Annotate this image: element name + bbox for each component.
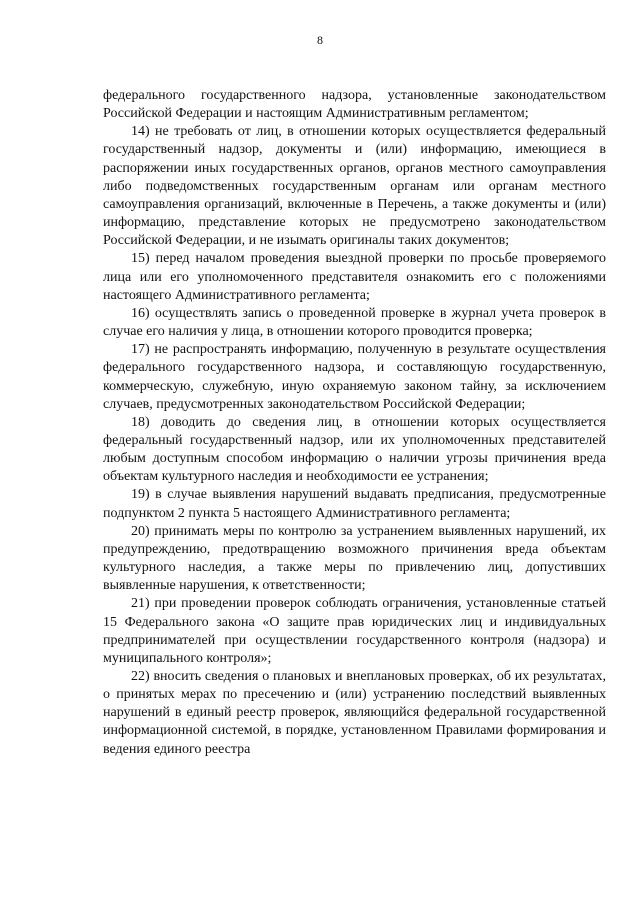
document-body xyxy=(103,87,606,759)
paragraph-item-15: 15) перед началом проведения выездной проверки по просьбе проверяемого лица или его уполномоченного представителя ознакомить его с положениями настоящего Административного регламента; xyxy=(103,251,606,303)
paragraph-item-22: 22) вносить сведения о плановых и внеплановых проверках, об их результатах, о принятых мерах по пресечению и (или) устранению последствий выявленных нарушений в единый реестр проверок, являющийся федеральной государственной информационной системой, в порядке, установленном Правилами формирования и ведения единого реестра xyxy=(103,669,606,757)
page-number: 8 xyxy=(317,33,323,47)
paragraph-item-14: 14) не требовать от лиц, в отношении которых осуществляется федеральный государственный надзор, документы и (или) информацию, имеющиеся в распоряжении иных государственных органов, органов местного самоуправления либо подведомственных государственным органам или органам местного самоуправления организаций, включенные в Перечень, а также документы и (или) информацию, представление которых не предусмотрено законодательством Российской Федерации, и не изымать оригиналы таких документов; xyxy=(103,124,606,249)
paragraph-item-16: 16) осуществлять запись о проведенной проверке в журнал учета проверок в случае его наличия у лица, в отношении которого проводится проверка; xyxy=(103,305,606,340)
paragraph-item-20: 20) принимать меры по контролю за устранением выявленных нарушений, их предупреждению, предотвращению возможного причинения вреда объектам культурного наследия, а также меры по привлечению лиц, допустивших выявленные нарушения, к ответственности; xyxy=(103,523,606,594)
paragraph-item-21: 21) при проведении проверок соблюдать ограничения, установленные статьей 15 Федерального закона «О защите прав юридических лиц и индивидуальных предпринимателей при осуществлении государственного контроля (надзора) и муниципального контроля»; xyxy=(103,596,606,666)
paragraph-item-19: 19) в случае выявления нарушений выдавать предписания, предусмотренные подпунктом 2 пункта 5 настоящего Административного регламента; xyxy=(103,487,606,521)
paragraph-item-18: 18) доводить до сведения лиц, в отношении которых осуществляется федеральный государственный надзор, или их уполномоченных представителей любым доступным способом информацию о наличии угрозы причинения вреда объектам культурного наследия и необходимости ее устранения; xyxy=(103,414,606,485)
paragraph-item-17: 17) не распространять информацию, полученную в результате осуществления федерального государственного надзора, и составляющую государственную, коммерческую, служебную, иную охраняемую законом тайну, за исключением случаев, предусмотренных законодательством Российской Федерации; xyxy=(103,342,606,412)
paragraph-continuation: федерального государственного надзора, установленные законодательством Российской Федерации и настоящим Административным регламентом; xyxy=(103,88,606,122)
